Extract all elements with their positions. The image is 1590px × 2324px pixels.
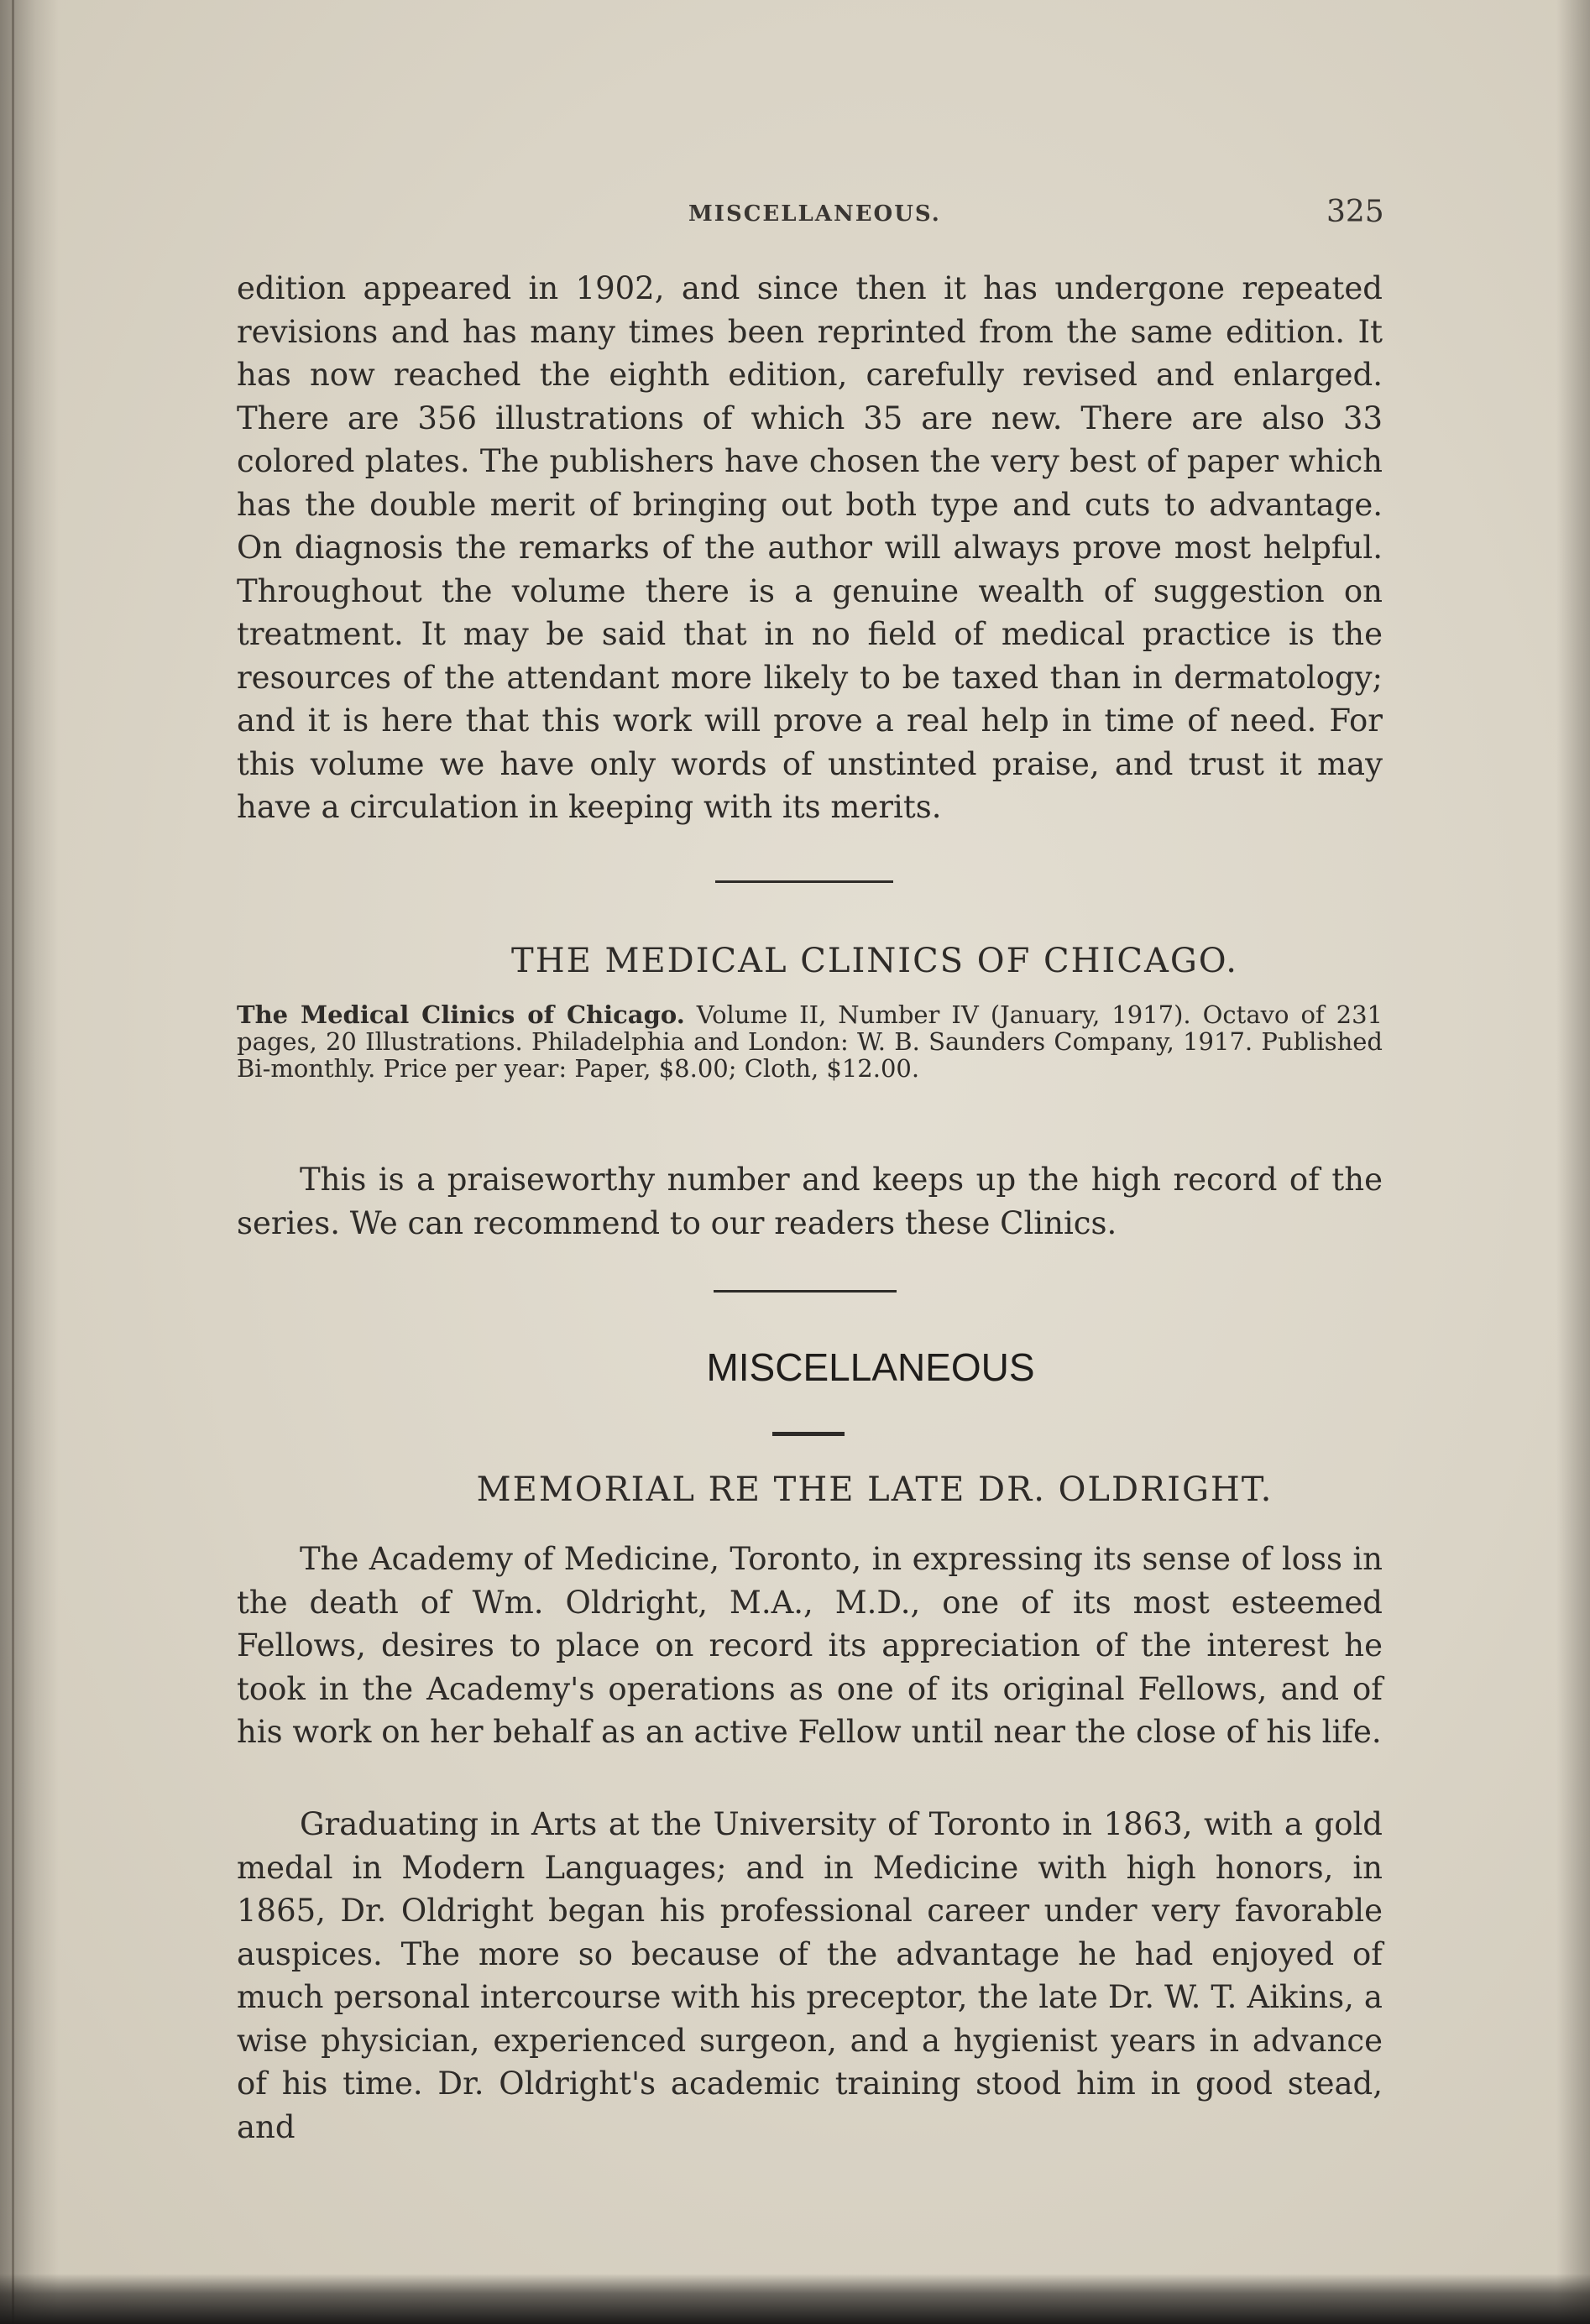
gutter-shadow bbox=[0, 0, 59, 2324]
article-title: MEMORIAL RE THE LATE DR. OLDRIGHT. bbox=[476, 1470, 1274, 1509]
running-head: MISCELLANEOUS. bbox=[688, 201, 941, 227]
binding-edge bbox=[12, 0, 14, 2324]
review-title: THE MEDICAL CLINICS OF CHICAGO. bbox=[511, 942, 1238, 980]
page-number: 325 bbox=[1326, 195, 1384, 229]
section-divider bbox=[715, 880, 893, 883]
page-edge-shadow bbox=[1556, 0, 1590, 2324]
heading-rule bbox=[772, 1432, 845, 1436]
citation-details: Volume II, Number IV (January, 1917). Octavo of 231 pages, 20 Illustrations. Philadelphia and London: W. B. Saunders Company, 1917. Published Bi-monthly. Price per year: Paper, $8.00; Cloth, $12.00. bbox=[237, 1000, 1383, 1083]
section-heading: MISCELLANEOUS bbox=[706, 1345, 1035, 1389]
section-divider bbox=[714, 1290, 897, 1293]
review-continuation-paragraph: edition appeared in 1902, and since then it has undergone repeated revisions and has many times been reprinted from the same edition. It has now reached the eighth edition, carefully revised and enlarged. There are 356 illustrations of which 35 are new. There are also 33 colored plates. The publishers have chosen the very best of paper which has the double merit of bringing out both type and cuts to advantage. On diagnosis the remarks of the author will always prove most helpful. Throughout the volume there is a genuine wealth of suggestion on treatment. It may be said that in no field of medical practice is the resources of the attendant more likely to be taxed than in dermatology; and it is here that this work will prove a real help in time of need. For this volume we have only words of unstinted praise, and trust it may have a circulation in keeping with its merits. bbox=[237, 270, 1383, 825]
citation-title: The Medical Clinics of Chicago. bbox=[237, 1000, 685, 1029]
page-bottom-edge bbox=[0, 2274, 1590, 2324]
review-paragraph: This is a praiseworthy number and keeps up the high record of the series. We can recommend to our readers these Clinics. bbox=[237, 1162, 1383, 1241]
book-citation bbox=[237, 1001, 1383, 1082]
memorial-paragraph-1: The Academy of Medicine, Toronto, in expressing its sense of loss in the death of Wm. Oldright, M.A., M.D., one of its most esteemed Fellows, desires to place on record its appreciation of the interest he took in the Academy's operations as one of its original Fellows, and of his work on her behalf as an active Fellow until near the close of his life. bbox=[237, 1541, 1383, 1750]
memorial-paragraph-2: Graduating in Arts at the University of Toronto in 1863, with a gold medal in Modern Languages; and in Medicine with high honors, in 1865, Dr. Oldright began his professional career under very favorable auspices. The more so because of the advantage he had enjoyed of much personal intercourse with his preceptor, the late Dr. W. T. Aikins, a wise physician, experienced surgeon, and a hygienist years in advance of his time. Dr. Oldright's academic training stood him in good stead, and bbox=[237, 1806, 1383, 2145]
